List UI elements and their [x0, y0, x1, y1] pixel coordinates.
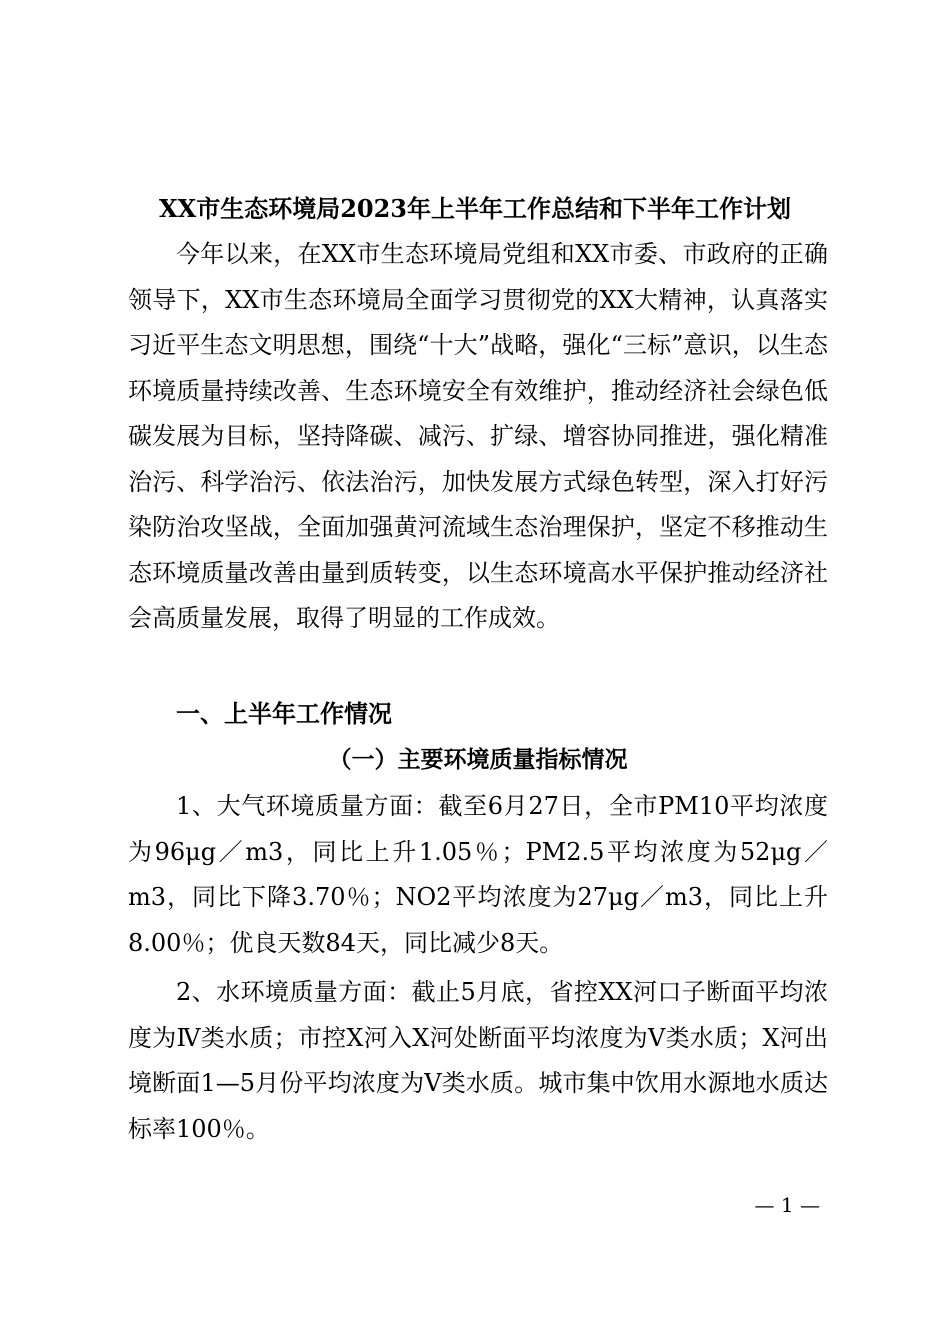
subsection-heading-environment-indicators: （一）主要环境质量指标情况 [328, 746, 628, 773]
water-quality-paragraph: 2、水环境质量方面：截止5月底，省控XX河口子断面平均浓度为Ⅳ类水质；市控X河入X河处断面平均浓度为Ⅴ类水质；X河出境断面1—5月份平均浓度为Ⅴ类水质。城市集中饮用水源地水质达标率100％。 [128, 978, 828, 1143]
intro-paragraph: 今年以来，在XX市生态环境局党组和XX市委、市政府的正确领导下，XX市生态环境局全面学习贯彻党的XX大精神，认真落实习近平生态文明思想，围绕“十大”战略，强化“三标”意识，以生态环境质量持续改善、生态环境安全有效维护，推动经济社会绿色低碳发展为目标，坚持降碳、减污、扩绿、增容协同推进，强化精准治污、科学治污、依法治污，加快发展方式绿色转型，深入打好污染防治攻坚战，全面加强黄河流域生态治理保护，坚定不移推动生态环境质量改善由量到质转变，以生态环境高水平保护推动经济社会高质量发展，取得了明显的工作成效。 [128, 240, 828, 632]
page-number: — 1 — [754, 1193, 820, 1217]
document-title: XX市生态环境局2023年上半年工作总结和下半年工作计划 [158, 194, 792, 223]
section-heading-first-half-work: 一、上半年工作情况 [176, 699, 392, 728]
air-quality-paragraph: 1、大气环境质量方面：截至6月27日，全市PM10平均浓度为96μg／m3，同比上升1.05％；PM2.5平均浓度为52μg／m3，同比下降3.70％；NO2平均浓度为27μg／m3，同比上升8.00％；优良天数84天，同比减少8天。 [128, 792, 828, 957]
